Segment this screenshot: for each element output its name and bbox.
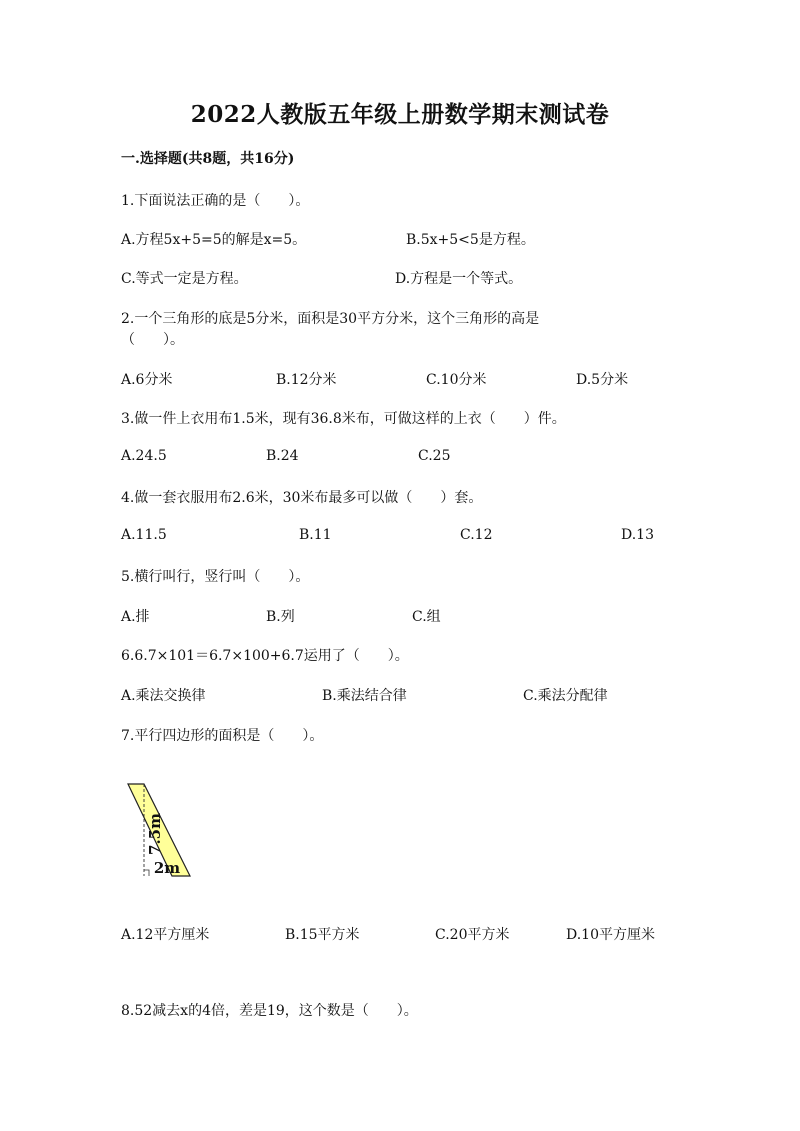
question-2-stem-line1: 2.一个三角形的底是5分米，面积是30平方分米，这个三角形的高是 [121,311,540,327]
question-5-option-b: B.列 [266,609,295,625]
question-2-option-c: C.10分米 [426,372,487,388]
question-8-stem: 8.52减去x的4倍，差是19，这个数是（ ）。 [121,1003,418,1019]
question-2-stem-line2: （ ）。 [121,332,184,348]
question-4-option-a: A.11.5 [121,527,167,543]
question-4-option-c: C.12 [460,527,493,543]
question-7-stem: 7.平行四边形的面积是（ ）。 [121,728,324,744]
question-6-option-a: A.乘法交换律 [121,688,206,704]
question-7-option-d: D.10平方厘米 [566,927,655,943]
section-heading: 一.选择题(共8题，共16分) [121,151,295,167]
question-3-option-c: C.25 [418,448,451,464]
page-title: 2022人教版五年级上册数学期末测试卷 [190,101,610,128]
right-angle-mark [144,870,149,876]
question-3-option-a: A.24.5 [121,448,167,464]
question-5-option-a: A.排 [121,609,150,625]
question-3-stem: 3.做一件上衣用布1.5米，现有36.8米布，可做这样的上衣（ ）件。 [121,411,566,427]
question-1-option-a: A.方程5x+5=5的解是x=5。 [121,232,307,248]
question-5-option-c: C.组 [412,609,441,625]
question-7-option-c: C.20平方米 [435,927,510,943]
question-2-option-d: D.5分米 [576,372,629,388]
question-4-option-b: B.11 [299,527,332,543]
question-1-stem: 1.下面说法正确的是（ ）。 [121,193,310,209]
question-7-option-a: A.12平方厘米 [121,927,210,943]
height-label: 7.5m [146,813,164,855]
question-7-option-b: B.15平方米 [285,927,360,943]
question-1-option-b: B.5x+5<5是方程。 [406,232,535,248]
question-2-option-a: A.6分米 [121,372,173,388]
question-5-stem: 5.横行叫行，竖行叫（ ）。 [121,569,310,585]
question-4-option-d: D.13 [621,527,654,543]
question-4-stem: 4.做一套衣服用布2.6米，30米布最多可以做（ ）套。 [121,490,483,506]
question-6-stem: 6.6.7×101＝6.7×100+6.7运用了（ ）。 [121,648,409,664]
question-6-option-b: B.乘法结合律 [322,688,407,704]
question-1-option-d: D.方程是一个等式。 [395,271,523,287]
parallelogram-figure [124,782,194,882]
question-2-option-b: B.12分米 [276,372,337,388]
question-3-option-b: B.24 [266,448,299,464]
question-6-option-c: C.乘法分配律 [523,688,608,704]
base-label: 2m [153,859,181,877]
question-1-option-c: C.等式一定是方程。 [121,271,248,287]
